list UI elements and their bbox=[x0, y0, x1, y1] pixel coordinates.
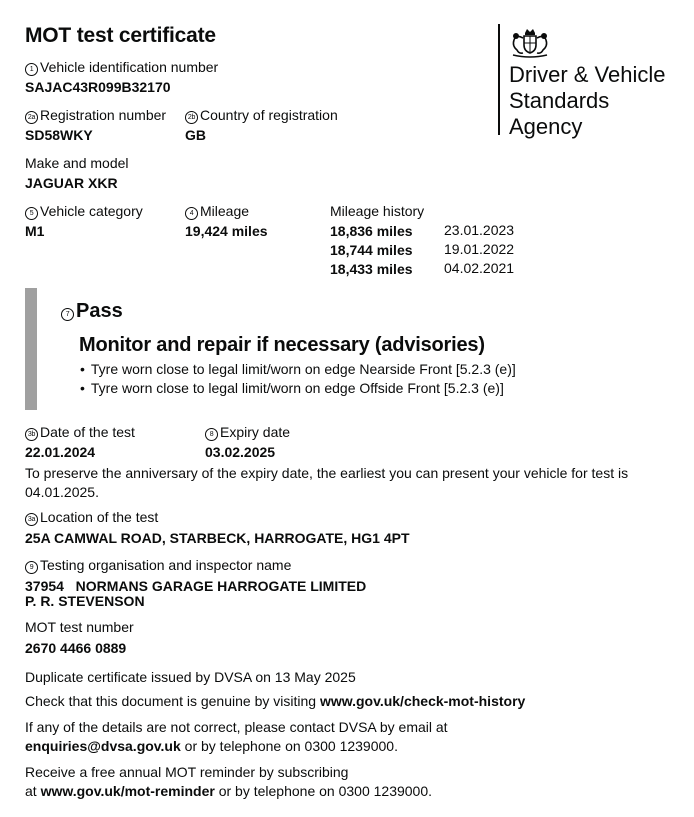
anniversary-note: To preserve the anniversary of the expiry date, the earliest you can present your vehicle for test is 04.01.2025. bbox=[25, 465, 629, 500]
expiry-date-label: 8 Expiry date bbox=[205, 423, 290, 441]
field-marker: 8 bbox=[205, 428, 218, 441]
test-date-label: 3b Date of the test bbox=[25, 423, 135, 441]
vin-label: 1 Vehicle identification number bbox=[25, 58, 218, 76]
registration-value: SD58WKY bbox=[25, 127, 93, 143]
organisation-name: NORMANS GARAGE HARROGATE LIMITED bbox=[75, 578, 367, 594]
field-marker: 5 bbox=[25, 207, 38, 220]
test-date-value: 22.01.2024 bbox=[25, 444, 96, 460]
country-value: GB bbox=[185, 127, 206, 143]
vin-value: SAJAC43R099B32170 bbox=[25, 79, 171, 95]
make-model-value: JAGUAR XKR bbox=[25, 175, 118, 191]
test-number-label: MOT test number bbox=[25, 619, 134, 635]
contact-notice: If any of the details are not correct, please contact DVSA by email at enquiries@dvsa.gov.uk or by telephone on 0300 1239000. bbox=[25, 719, 448, 754]
result-status-bar bbox=[25, 288, 37, 410]
mileage-history-date: 23.01.2023 bbox=[444, 222, 515, 238]
field-marker: 7 bbox=[61, 308, 74, 321]
contact-email-link[interactable]: enquiries@dvsa.gov.uk bbox=[25, 738, 181, 754]
mileage-history-label: Mileage history bbox=[330, 203, 425, 219]
organisation-label: 9 Testing organisation and inspector name bbox=[25, 556, 291, 574]
registration-label: 2a Registration number bbox=[25, 106, 166, 124]
mileage-history-miles: 18,836 miles bbox=[330, 223, 413, 239]
agency-name: Driver & Vehicle Standards Agency bbox=[509, 62, 666, 139]
mileage-history-miles: 18,433 miles bbox=[330, 261, 413, 277]
result-status: 7 Pass bbox=[61, 300, 123, 323]
duplicate-notice: Duplicate certificate issued by DVSA on 13 May 2025 bbox=[25, 669, 356, 685]
page-title: MOT test certificate bbox=[25, 24, 216, 47]
advisories-list bbox=[80, 360, 516, 398]
field-marker: 9 bbox=[25, 561, 38, 574]
mileage-history-date: 19.01.2022 bbox=[444, 241, 515, 257]
advisories-heading: Monitor and repair if necessary (advisories) bbox=[79, 334, 485, 356]
make-model-label: Make and model bbox=[25, 155, 129, 171]
location-value: 25A CAMWAL ROAD, STARBECK, HARROGATE, HG1 4PT bbox=[25, 530, 410, 546]
reminder-notice: Receive a free annual MOT reminder by subscribing at www.gov.uk/mot-reminder or by telephone on 0300 1239000. bbox=[25, 764, 433, 799]
mileage-history-miles: 18,744 miles bbox=[330, 242, 413, 258]
inspector-name: P. R. STEVENSON bbox=[25, 593, 145, 609]
field-marker: 4 bbox=[185, 207, 198, 220]
mileage-history-date: 04.02.2021 bbox=[444, 260, 515, 276]
location-label: 3a Location of the test bbox=[25, 508, 158, 526]
royal-coat-of-arms-icon bbox=[509, 24, 551, 58]
check-mot-history-link[interactable]: www.gov.uk/check-mot-history bbox=[319, 693, 526, 709]
category-value: M1 bbox=[25, 223, 45, 239]
mileage-label: 4 Mileage bbox=[185, 202, 249, 220]
organisation-number: 37954 bbox=[25, 578, 64, 594]
field-marker: 3b bbox=[25, 428, 38, 441]
test-number-value: 2670 4466 0889 bbox=[25, 640, 127, 656]
advisory-item: • Tyre worn close to legal limit/worn on edge Nearside Front [5.2.3 (e)] bbox=[80, 360, 516, 379]
field-marker: 3a bbox=[25, 513, 38, 526]
mileage-value: 19,424 miles bbox=[185, 223, 268, 239]
country-label: 2b Country of registration bbox=[185, 106, 338, 124]
expiry-date-value: 03.02.2025 bbox=[205, 444, 276, 460]
logo-divider bbox=[498, 24, 500, 135]
verify-notice: Check that this document is genuine by visiting www.gov.uk/check-mot-history bbox=[25, 693, 526, 709]
advisory-item: • Tyre worn close to legal limit/worn on edge Offside Front [5.2.3 (e)] bbox=[80, 379, 516, 398]
mot-reminder-link[interactable]: www.gov.uk/mot-reminder bbox=[40, 783, 215, 799]
field-marker: 2a bbox=[25, 111, 38, 124]
category-label: 5 Vehicle category bbox=[25, 202, 143, 220]
field-marker: 2b bbox=[185, 111, 198, 124]
field-marker: 1 bbox=[25, 63, 38, 76]
